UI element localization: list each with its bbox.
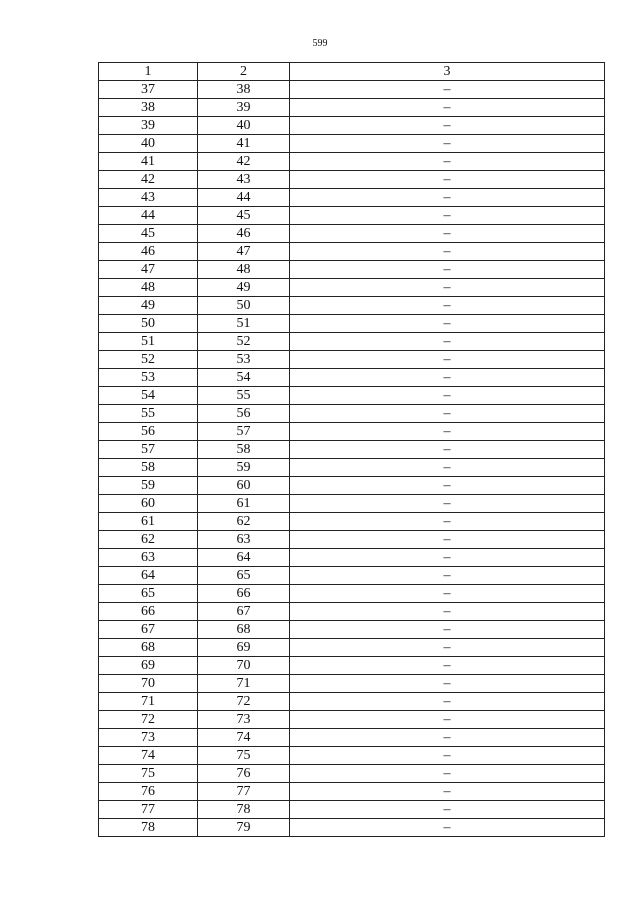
table-row [99,405,605,423]
table-cell-col-1: 60 [99,495,198,513]
table-cell-col-3: – [290,675,605,693]
table-cell-col-3: – [290,171,605,189]
table-cell-col-2: 74 [198,729,290,747]
table-cell-col-2: 63 [198,531,290,549]
table-cell-col-3: – [290,423,605,441]
table-cell-col-3: – [290,333,605,351]
table-cell-col-3: – [290,99,605,117]
table-cell-col-2: 48 [198,261,290,279]
table-row [99,477,605,495]
table-cell-col-3: – [290,315,605,333]
table-cell-col-1: 57 [99,441,198,459]
table-cell-col-3: – [290,225,605,243]
table-cell-col-3: – [290,765,605,783]
table-cell-col-3: – [290,531,605,549]
data-table [98,62,605,837]
table-cell-col-2: 38 [198,81,290,99]
table-row [99,819,605,837]
table-cell-col-2: 71 [198,675,290,693]
table-cell-col-2: 55 [198,387,290,405]
table-cell-col-2: 67 [198,603,290,621]
table-header-row [99,63,605,81]
table-row [99,207,605,225]
table-cell-col-1: 38 [99,99,198,117]
table-row [99,621,605,639]
table-cell-col-1: 72 [99,711,198,729]
table-row [99,729,605,747]
table-row [99,657,605,675]
table-cell-col-3: – [290,783,605,801]
table-row [99,531,605,549]
table-cell-col-3: – [290,567,605,585]
table-cell-col-3: – [290,513,605,531]
table-cell-col-1: 62 [99,531,198,549]
page-number: 599 [312,38,328,49]
table-cell-col-3: – [290,243,605,261]
column-header-3: 3 [290,63,605,81]
table-cell-col-1: 42 [99,171,198,189]
table-cell-col-1: 70 [99,675,198,693]
table-cell-col-1: 65 [99,585,198,603]
table-cell-col-1: 74 [99,747,198,765]
table-cell-col-1: 50 [99,315,198,333]
table-row [99,333,605,351]
table-row [99,189,605,207]
table-cell-col-2: 54 [198,369,290,387]
table-row [99,711,605,729]
table-row [99,747,605,765]
table-cell-col-3: – [290,549,605,567]
table-cell-col-1: 67 [99,621,198,639]
table-row [99,135,605,153]
table-cell-col-3: – [290,81,605,99]
table-cell-col-3: – [290,135,605,153]
table-cell-col-1: 56 [99,423,198,441]
table-cell-col-3: – [290,261,605,279]
data-table-container [98,62,604,837]
table-cell-col-3: – [290,747,605,765]
table-row [99,549,605,567]
table-cell-col-1: 51 [99,333,198,351]
table-row [99,117,605,135]
table-row [99,459,605,477]
table-row [99,153,605,171]
table-row [99,783,605,801]
table-cell-col-3: – [290,585,605,603]
table-cell-col-2: 40 [198,117,290,135]
table-row [99,513,605,531]
table-cell-col-1: 64 [99,567,198,585]
table-cell-col-1: 76 [99,783,198,801]
table-cell-col-3: – [290,477,605,495]
table-row [99,675,605,693]
table-cell-col-1: 46 [99,243,198,261]
column-header-1: 1 [99,63,198,81]
table-cell-col-1: 75 [99,765,198,783]
table-cell-col-3: – [290,441,605,459]
table-row [99,639,605,657]
table-cell-col-2: 41 [198,135,290,153]
table-cell-col-2: 58 [198,441,290,459]
table-cell-col-3: – [290,657,605,675]
table-cell-col-2: 49 [198,279,290,297]
table-cell-col-1: 59 [99,477,198,495]
table-cell-col-2: 65 [198,567,290,585]
table-cell-col-2: 68 [198,621,290,639]
table-cell-col-3: – [290,207,605,225]
table-cell-col-1: 48 [99,279,198,297]
table-cell-col-1: 47 [99,261,198,279]
table-cell-col-3: – [290,117,605,135]
table-row [99,603,605,621]
table-row [99,369,605,387]
table-row [99,279,605,297]
table-cell-col-3: – [290,693,605,711]
table-cell-col-1: 41 [99,153,198,171]
table-row [99,387,605,405]
table-cell-col-2: 53 [198,351,290,369]
table-cell-col-3: – [290,729,605,747]
table-cell-col-1: 55 [99,405,198,423]
table-cell-col-2: 57 [198,423,290,441]
table-cell-col-2: 47 [198,243,290,261]
table-cell-col-3: – [290,189,605,207]
table-cell-col-2: 77 [198,783,290,801]
table-cell-col-2: 56 [198,405,290,423]
table-cell-col-2: 75 [198,747,290,765]
table-row [99,495,605,513]
table-cell-col-1: 45 [99,225,198,243]
table-cell-col-3: – [290,639,605,657]
table-cell-col-1: 49 [99,297,198,315]
table-body [99,81,605,837]
table-cell-col-2: 70 [198,657,290,675]
table-cell-col-2: 51 [198,315,290,333]
table-cell-col-3: – [290,603,605,621]
table-row [99,441,605,459]
table-row [99,225,605,243]
column-header-2: 2 [198,63,290,81]
table-row [99,801,605,819]
table-row [99,297,605,315]
table-cell-col-2: 62 [198,513,290,531]
table-cell-col-1: 37 [99,81,198,99]
table-cell-col-2: 73 [198,711,290,729]
table-row [99,567,605,585]
table-cell-col-2: 61 [198,495,290,513]
table-cell-col-3: – [290,369,605,387]
table-cell-col-1: 52 [99,351,198,369]
table-cell-col-3: – [290,621,605,639]
table-cell-col-1: 66 [99,603,198,621]
table-cell-col-3: – [290,711,605,729]
table-row [99,351,605,369]
table-cell-col-3: – [290,819,605,837]
table-cell-col-1: 69 [99,657,198,675]
table-cell-col-3: – [290,279,605,297]
table-cell-col-2: 45 [198,207,290,225]
table-cell-col-3: – [290,801,605,819]
table-row [99,261,605,279]
table-cell-col-2: 52 [198,333,290,351]
table-cell-col-1: 44 [99,207,198,225]
table-cell-col-1: 39 [99,117,198,135]
table-row [99,315,605,333]
table-cell-col-2: 64 [198,549,290,567]
table-cell-col-2: 79 [198,819,290,837]
table-cell-col-3: – [290,459,605,477]
table-cell-col-2: 39 [198,99,290,117]
table-row [99,765,605,783]
table-row [99,81,605,99]
table-cell-col-3: – [290,297,605,315]
table-cell-col-1: 73 [99,729,198,747]
table-cell-col-1: 77 [99,801,198,819]
table-row [99,171,605,189]
table-cell-col-1: 40 [99,135,198,153]
table-cell-col-1: 58 [99,459,198,477]
table-cell-col-1: 53 [99,369,198,387]
table-row [99,693,605,711]
table-cell-col-2: 76 [198,765,290,783]
table-cell-col-3: – [290,387,605,405]
table-cell-col-3: – [290,351,605,369]
table-cell-col-3: – [290,495,605,513]
table-cell-col-2: 59 [198,459,290,477]
table-cell-col-2: 44 [198,189,290,207]
table-cell-col-1: 63 [99,549,198,567]
table-row [99,243,605,261]
table-cell-col-3: – [290,405,605,423]
table-cell-col-1: 78 [99,819,198,837]
table-cell-col-2: 78 [198,801,290,819]
table-cell-col-3: – [290,153,605,171]
table-cell-col-1: 61 [99,513,198,531]
table-cell-col-1: 71 [99,693,198,711]
table-cell-col-1: 68 [99,639,198,657]
table-cell-col-1: 54 [99,387,198,405]
table-row [99,99,605,117]
table-cell-col-2: 69 [198,639,290,657]
table-cell-col-2: 50 [198,297,290,315]
table-cell-col-2: 66 [198,585,290,603]
table-cell-col-2: 43 [198,171,290,189]
table-cell-col-2: 60 [198,477,290,495]
table-row [99,423,605,441]
table-cell-col-2: 46 [198,225,290,243]
table-row [99,585,605,603]
table-cell-col-2: 72 [198,693,290,711]
table-cell-col-2: 42 [198,153,290,171]
table-cell-col-1: 43 [99,189,198,207]
